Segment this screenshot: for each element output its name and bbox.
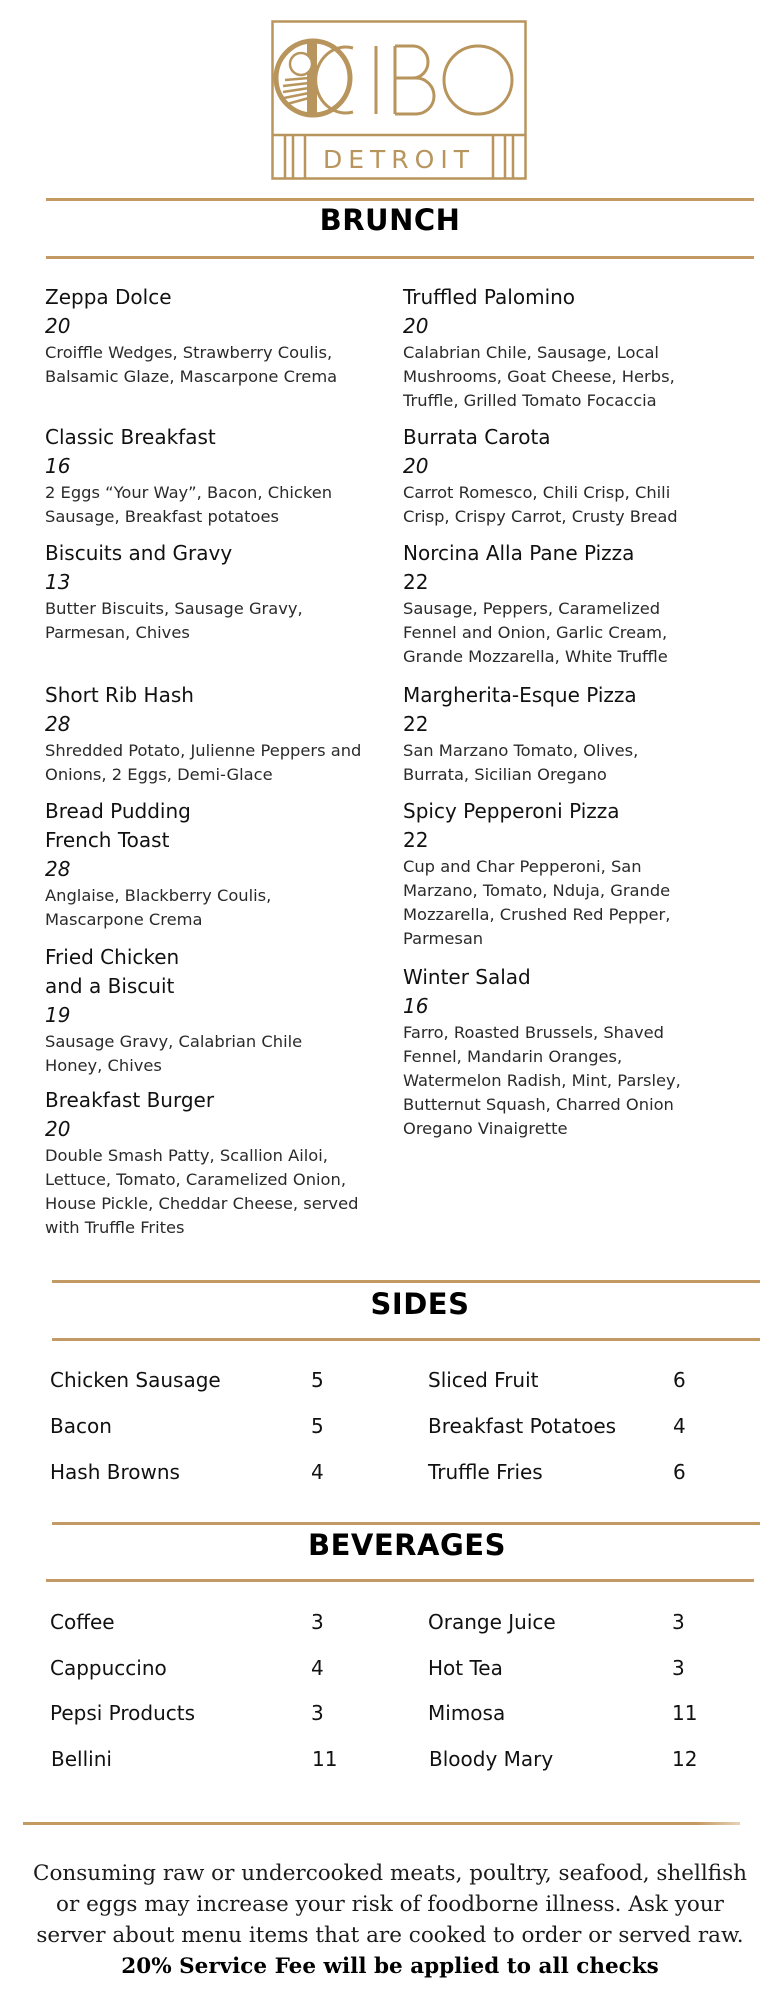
menu-item	[403, 423, 708, 529]
item-description: Cup and Char Pepperoni, San Marzano, Tomato, Nduja, Grande Mozzarella, Crushed Red Pepper, Parmesan	[403, 857, 671, 948]
item-description: Calabrian Chile, Sausage, Local Mushrooms, Goat Cheese, Herbs, Truffle, Grilled Tomato Focaccia	[403, 343, 675, 410]
beverage-price: 3	[672, 1610, 685, 1634]
menu-item	[45, 423, 370, 529]
item-price: 16	[45, 454, 71, 478]
side-item-price: 5	[311, 1368, 324, 1392]
beverage-price: 11	[672, 1701, 698, 1725]
beverage-name: Bellini	[51, 1747, 112, 1771]
item-name: Bread Pudding	[45, 799, 191, 823]
section-title-sides: SIDES	[370, 1287, 470, 1321]
item-name: Truffled Palomino	[403, 285, 576, 309]
item-description: Sausage Gravy, Calabrian Chile Honey, Chives	[45, 1032, 303, 1075]
item-name: Spicy Pepperoni Pizza	[403, 799, 620, 823]
beverage-price: 4	[311, 1656, 324, 1680]
side-item-price: 4	[673, 1414, 686, 1438]
item-price: 13	[45, 570, 71, 594]
item-name: Norcina Alla Pane Pizza	[403, 541, 635, 565]
cibo-detroit-logo	[271, 20, 527, 180]
item-name: Breakfast Burger	[45, 1088, 215, 1112]
menu-item	[403, 681, 683, 787]
item-description: Shredded Potato, Julienne Peppers and Onions, 2 Eggs, Demi-Glace	[45, 741, 362, 784]
menu-item	[403, 283, 713, 413]
menu-item	[45, 943, 335, 1078]
item-name: Winter Salad	[403, 965, 531, 989]
item-description: Carrot Romesco, Chili Crisp, Chili Crisp, Crispy Carrot, Crusty Bread	[403, 483, 678, 526]
menu-item	[45, 681, 375, 787]
beverage-name: Cappuccino	[50, 1656, 167, 1680]
svg-text:DETROIT: DETROIT	[322, 145, 476, 174]
footer-disclaimer	[20, 1858, 760, 1982]
item-price: 20	[45, 1117, 71, 1141]
section-title-beverages: BEVERAGES	[308, 1528, 506, 1562]
beverage-price: 3	[672, 1656, 685, 1680]
menu-item	[45, 539, 335, 645]
menu-item	[45, 797, 305, 932]
item-description: Croiffle Wedges, Strawberry Coulis, Balsamic Glaze, Mascarpone Crema	[45, 343, 338, 386]
item-name: Zeppa Dolce	[45, 285, 172, 309]
divider	[46, 256, 754, 259]
item-name: and a Biscuit	[45, 974, 175, 998]
divider	[46, 198, 754, 201]
beverage-name: Orange Juice	[428, 1610, 556, 1634]
item-name: Burrata Carota	[403, 425, 551, 449]
menu-item	[403, 539, 708, 669]
divider	[52, 1522, 760, 1525]
divider	[52, 1280, 760, 1283]
item-description: San Marzano Tomato, Olives, Burrata, Sicilian Oregano	[403, 741, 639, 784]
side-item-name: Sliced Fruit	[428, 1368, 539, 1392]
beverage-name: Mimosa	[428, 1701, 506, 1725]
disclaimer-line: Consuming raw or undercooked meats, poultry, seafood, shellfish	[33, 1861, 747, 1886]
item-price: 22	[403, 712, 429, 736]
item-name: French Toast	[45, 828, 170, 852]
item-description: Anglaise, Blackberry Coulis, Mascarpone Crema	[45, 886, 272, 929]
service-fee-notice: 20% Service Fee will be applied to all checks	[121, 1954, 659, 1979]
item-description: Butter Biscuits, Sausage Gravy, Parmesan, Chives	[45, 599, 303, 642]
side-item-price: 4	[311, 1460, 324, 1484]
item-name: Classic Breakfast	[45, 425, 216, 449]
beverage-price: 11	[312, 1747, 338, 1771]
beverage-name: Coffee	[50, 1610, 115, 1634]
beverage-price: 3	[311, 1610, 324, 1634]
item-name: Short Rib Hash	[45, 683, 194, 707]
item-price: 20	[403, 314, 429, 338]
side-item-name: Chicken Sausage	[50, 1368, 221, 1392]
menu-item	[403, 797, 703, 951]
item-description: Sausage, Peppers, Caramelized Fennel and Onion, Garlic Cream, Grande Mozzarella, White Truffle	[403, 599, 668, 666]
item-price: 20	[45, 314, 71, 338]
item-name: Biscuits and Gravy	[45, 541, 233, 565]
side-item-name: Breakfast Potatoes	[428, 1414, 617, 1438]
divider	[23, 1822, 740, 1825]
side-item-name: Hash Browns	[50, 1460, 180, 1484]
item-price: 19	[45, 1003, 71, 1027]
item-price: 22	[403, 828, 429, 852]
divider	[46, 1579, 754, 1582]
side-item-price: 6	[673, 1368, 686, 1392]
side-item-name: Truffle Fries	[428, 1460, 543, 1484]
item-price: 28	[45, 712, 71, 736]
beverage-name: Hot Tea	[428, 1656, 503, 1680]
section-title-brunch: BRUNCH	[319, 203, 461, 237]
beverage-price: 12	[672, 1747, 698, 1771]
menu-item	[45, 283, 365, 389]
side-item-price: 5	[311, 1414, 324, 1438]
menu-item	[45, 1086, 370, 1240]
item-price: 20	[403, 454, 429, 478]
item-name: Fried Chicken	[45, 945, 180, 969]
item-description: Farro, Roasted Brussels, Shaved Fennel, Mandarin Oranges, Watermelon Radish, Mint, Parsley, Butternut Squash, Charred Onion Oregano Vinaigrette	[403, 1023, 681, 1138]
menu-item	[403, 963, 718, 1141]
item-price: 28	[45, 857, 71, 881]
divider	[52, 1338, 760, 1341]
disclaimer-line: server about menu items that are cooked to order or served raw.	[36, 1923, 744, 1948]
item-name: Margherita-Esque Pizza	[403, 683, 637, 707]
beverage-name: Pepsi Products	[50, 1701, 196, 1725]
disclaimer-line: or eggs may increase your risk of foodborne illness. Ask your	[56, 1892, 724, 1917]
beverage-price: 3	[311, 1701, 324, 1725]
item-description: Double Smash Patty, Scallion Ailoi, Lettuce, Tomato, Caramelized Onion, House Pickle, Cheddar Cheese, served with Truffle Frites	[45, 1146, 359, 1237]
item-description: 2 Eggs “Your Way”, Bacon, Chicken Sausage, Breakfast potatoes	[45, 483, 333, 526]
side-item-price: 6	[673, 1460, 686, 1484]
item-price: 22	[403, 570, 429, 594]
beverage-name: Bloody Mary	[429, 1747, 554, 1771]
item-price: 16	[403, 994, 429, 1018]
logo-icon	[271, 20, 527, 180]
side-item-name: Bacon	[50, 1414, 112, 1438]
